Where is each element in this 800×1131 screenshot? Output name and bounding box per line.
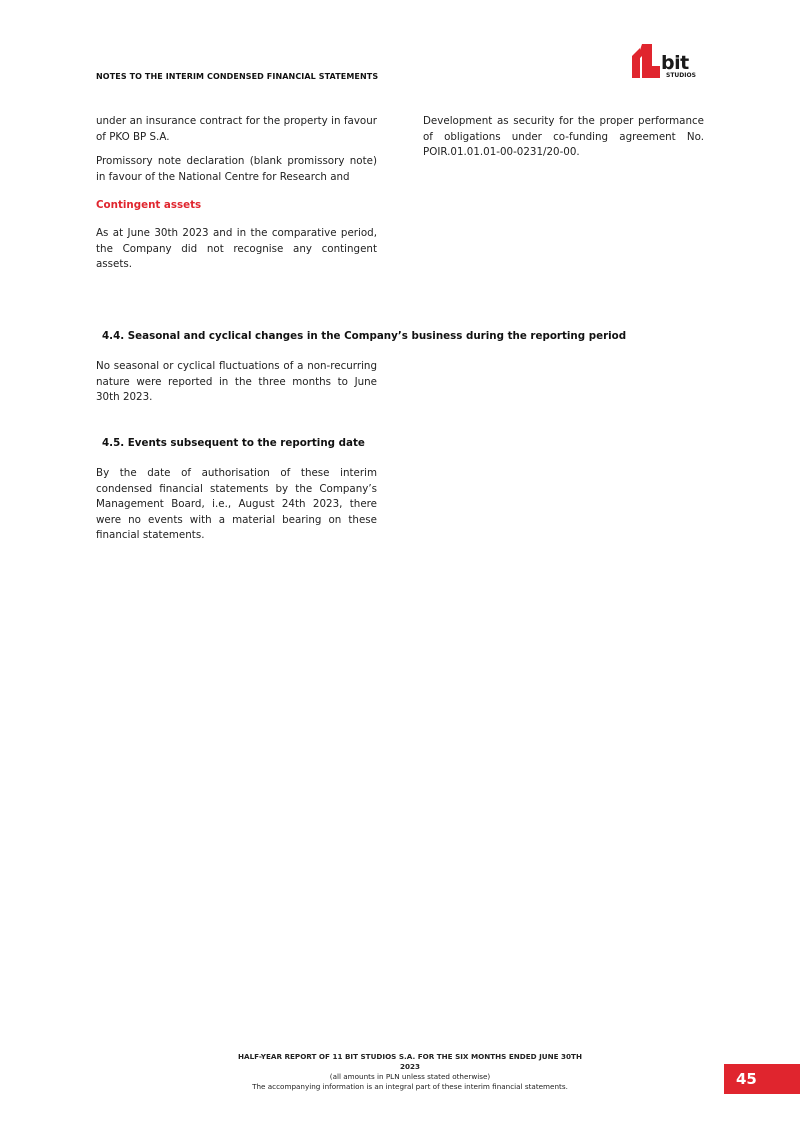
svg-text:bit: bit [661,52,689,74]
contingent-assets-text-block [96,226,377,273]
intro-left-column [96,114,377,194]
page-number-badge: 45 [724,1064,800,1094]
contingent-assets-heading: Contingent assets [96,199,202,211]
page-footer [200,1052,620,1092]
footer-report-title: HALF-YEAR REPORT OF 11 BIT STUDIOS S.A. FOR THE SIX MONTHS ENDED JUNE 30TH [238,1052,582,1061]
section-4-5-text-block [96,466,377,544]
contingent-assets-text: As at June 30th 2023 and in the comparative period, the Company did not recognise any contingent assets. [96,227,377,270]
page-header-title: NOTES TO THE INTERIM CONDENSED FINANCIAL STATEMENTS [96,72,379,81]
intro-paragraph: under an insurance contract for the property in favour of PKO BP S.A. [96,115,377,143]
footer-report-year: 2023 [399,1062,420,1071]
svg-text:STUDIOS: STUDIOS [666,72,696,78]
intro-paragraph: Promissory note declaration (blank promissory note) in favour of the National Centre for Research and [96,155,377,183]
section-4-4-text-block [96,359,377,406]
intro-paragraph: Development as security for the proper performance of obligations under co-funding agreement No. POIR.01.01.01-00-0231/20-00. [423,115,704,158]
section-4-4-heading: 4.4. Seasonal and cyclical changes in the Company’s business during the reporting period [102,330,627,342]
intro-right-column [423,114,704,170]
footer-amounts-note: (all amounts in PLN unless stated otherwise) [329,1072,491,1081]
section-4-4-text: No seasonal or cyclical fluctuations of a non-recurring nature were reported in the three months to June 30th 2023. [96,360,377,403]
section-4-5-heading: 4.5. Events subsequent to the reporting date [102,437,365,449]
company-logo [630,42,706,78]
footer-integral-note: The accompanying information is an integral part of these interim financial statements. [252,1082,568,1091]
section-4-5-text: By the date of authorisation of these interim condensed financial statements by the Company’s Management Board, i.e., August 24th 2023, there were no events with a material bearing on these financial statements. [96,467,377,541]
